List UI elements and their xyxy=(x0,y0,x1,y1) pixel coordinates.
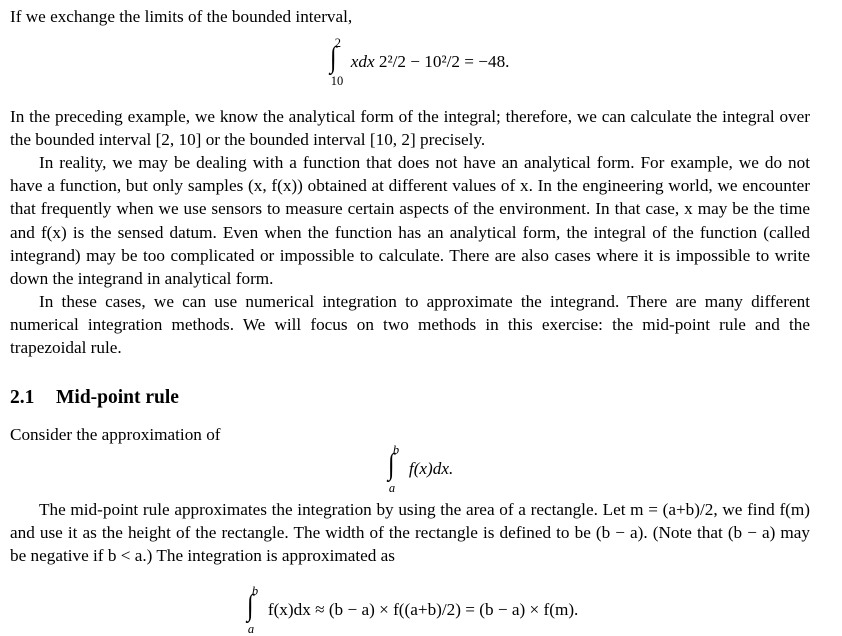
midpoint-expression: f(x)dx ≈ (b − a) × f((a+b)/2) = (b − a) × f(m). xyxy=(267,599,579,619)
integral-sign: ∫ xyxy=(246,588,254,622)
integral-limits xyxy=(247,584,266,636)
integral-limits xyxy=(388,443,407,495)
equation-rhs: 2²/2 − 10²/2 = −48. xyxy=(378,51,510,71)
equation-midpoint-rule xyxy=(10,584,810,636)
integral-sign: ∫ xyxy=(387,447,395,481)
consider-paragraph: Consider the approximation of xyxy=(10,425,221,444)
midpoint-description-paragraph: The mid-point rule approximates the integration by using the area of a rectangle. Let m = (a+b)/2, we find f(m) and use it as the height of the rectangle. The width of the rectangle is defined to be (b − a). (Note that (b − a) may be negative if b < a.) The integration is approximated as xyxy=(10,500,810,566)
upper-limit: 2 xyxy=(334,36,341,50)
integrand: xdx xyxy=(350,51,375,71)
reality-paragraph: In reality, we may be dealing with a function that does not have an analytical form. For example, we do not have a function, but only samples (x, f(x)) obtained at different values of x. In the engineering world, we encounter that frequently when we use sensors to measure certain aspects of the environment. In that case, x may be the time and f(x) is the sensed datum. Even when the function has an analytical form, the integral of the function (called integrand) may be too complicated or impossible to calculate. There are also cases where it is impossible to write down the integrand in analytical form. xyxy=(10,153,810,289)
lower-limit: a xyxy=(247,621,255,636)
numerical-integration-paragraph: In these cases, we can use numerical integration to approximate the integrand. There are many different numerical integration methods. We will focus on two methods in this exercise: the mid-point rule and the trapezoidal rule. xyxy=(10,292,810,358)
lower-limit: a xyxy=(388,480,396,495)
integral-sign: ∫ xyxy=(329,40,336,74)
upper-limit: b xyxy=(251,584,259,598)
integrand: f(x)dx. xyxy=(408,458,454,478)
intro-paragraph: If we exchange the limits of the bounded interval, xyxy=(10,7,353,26)
section-title: Mid-point rule xyxy=(56,387,179,408)
upper-limit: b xyxy=(392,443,400,457)
lower-limit: 10 xyxy=(330,73,344,88)
equation-exchanged-limits xyxy=(10,36,810,88)
preceding-example-paragraph: In the preceding example, we know the analytical form of the integral; therefore, we can calculate the integral over the bounded interval [2, 10] or the bounded interval [10, 2] precisely. xyxy=(10,107,810,150)
section-number: 2.1 xyxy=(10,387,35,408)
equation-integral-ab xyxy=(10,443,810,495)
section-heading xyxy=(10,386,179,409)
integral-limits xyxy=(330,36,349,88)
